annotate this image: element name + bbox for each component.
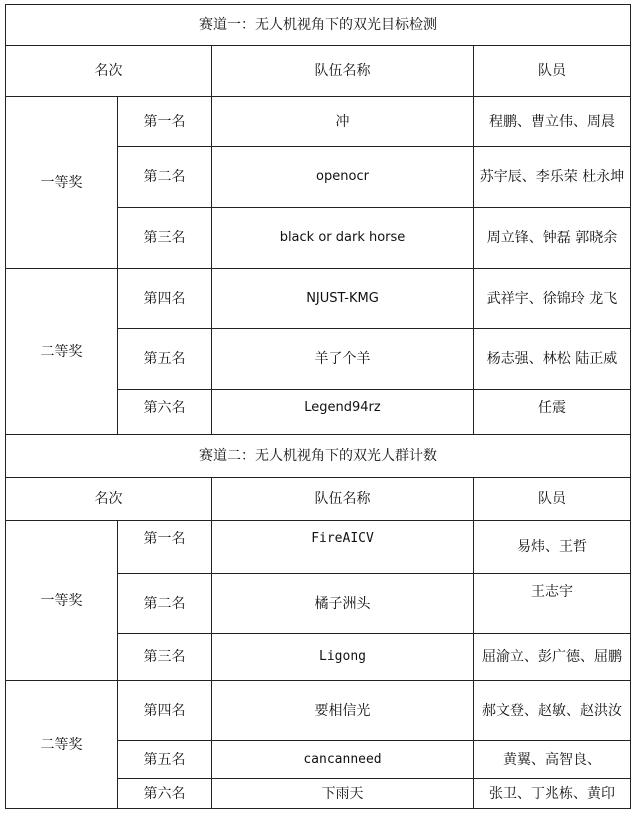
team-name-cell: 下雨天 [212, 779, 474, 809]
members-cell: 易炜、王哲 [474, 521, 631, 574]
team-name-cell: openocr [212, 147, 474, 208]
track-title: 赛道二：无人机视角下的双光人群计数 [6, 435, 631, 478]
team-name-cell: 羊了个羊 [212, 329, 474, 390]
team-name-cell: Legend94rz [212, 390, 474, 435]
members-cell: 程鹏、曹立伟、周晨 [474, 97, 631, 147]
team-name-cell: FireAICV [212, 521, 474, 574]
members-cell: 王志宇 [474, 574, 631, 634]
place-cell: 第二名 [118, 147, 212, 208]
place-cell: 第五名 [118, 329, 212, 390]
prize-label: 二等奖 [6, 269, 118, 435]
members-cell: 屈渝立、彭广德、屈鹏 [474, 634, 631, 681]
members-cell: 黄翼、高智良、 [474, 741, 631, 779]
members-cell: 张卫、丁兆栋、黄印 [474, 779, 631, 809]
header-rank: 名次 [6, 478, 212, 521]
place-cell: 第三名 [118, 634, 212, 681]
team-name-cell: 冲 [212, 97, 474, 147]
members-cell: 周立锋、钟磊 郭晓余 [474, 208, 631, 269]
team-name-cell: 橘子洲头 [212, 574, 474, 634]
awards-table [5, 4, 631, 809]
place-cell: 第三名 [118, 208, 212, 269]
prize-label: 一等奖 [6, 97, 118, 269]
team-name-cell: NJUST-KMG [212, 269, 474, 329]
members-cell: 武祥宇、徐锦玲 龙飞 [474, 269, 631, 329]
prize-label: 一等奖 [6, 521, 118, 681]
header-members: 队员 [474, 46, 631, 97]
place-cell: 第一名 [118, 521, 212, 574]
place-cell: 第四名 [118, 269, 212, 329]
header-rank: 名次 [6, 46, 212, 97]
members-cell: 任震 [474, 390, 631, 435]
team-name-cell: black or dark horse [212, 208, 474, 269]
header-team: 队伍名称 [212, 478, 474, 521]
prize-label: 二等奖 [6, 681, 118, 809]
members-cell: 郝文登、赵敏、赵洪汝 [474, 681, 631, 741]
place-cell: 第四名 [118, 681, 212, 741]
team-name-cell: Ligong [212, 634, 474, 681]
place-cell: 第六名 [118, 779, 212, 809]
place-cell: 第六名 [118, 390, 212, 435]
members-cell: 杨志强、林松 陆正威 [474, 329, 631, 390]
track-title: 赛道一：无人机视角下的双光目标检测 [6, 5, 631, 46]
place-cell: 第一名 [118, 97, 212, 147]
header-members: 队员 [474, 478, 631, 521]
place-cell: 第五名 [118, 741, 212, 779]
team-name-cell: 要相信光 [212, 681, 474, 741]
header-team: 队伍名称 [212, 46, 474, 97]
place-cell: 第二名 [118, 574, 212, 634]
team-name-cell: cancanneed [212, 741, 474, 779]
members-cell: 苏宇辰、李乐荣 杜永坤 [474, 147, 631, 208]
